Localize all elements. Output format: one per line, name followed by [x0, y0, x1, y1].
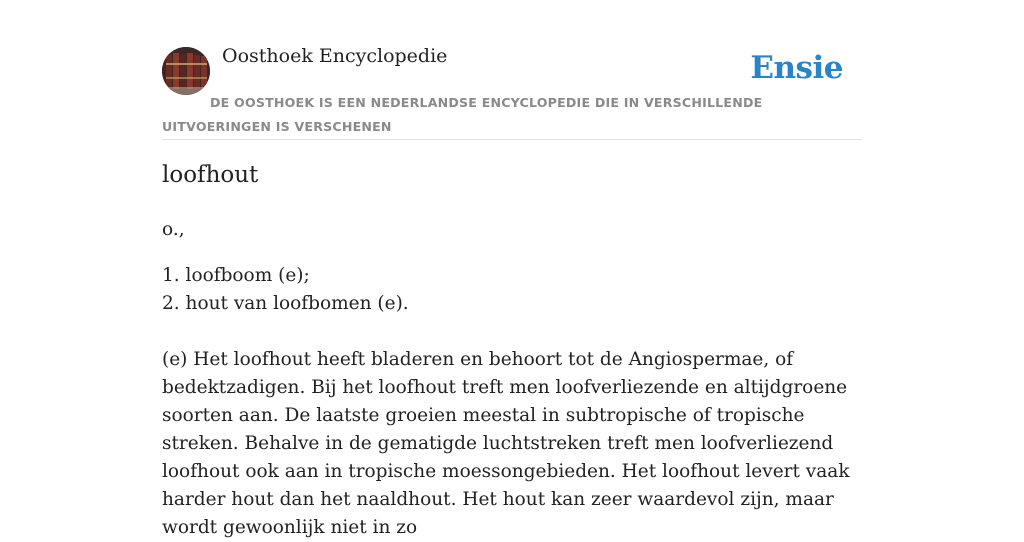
entry-sense-2: 2. hout van loofbomen (e). [162, 293, 409, 314]
entry-grammar: o., [162, 219, 185, 240]
encyclopedia-books-icon[interactable] [162, 47, 210, 95]
page-container [162, 0, 862, 538]
entry-paragraph: (e) Het loofhout heeft bladeren en behoort tot de Angiospermae, of bedektzadigen. Bij het loofhout treft men loofverliezende en altijdgroene soorten aan. De laatste groeien meestal in subtropische of tropische streken. Behalve in de gematigde luchtstreken treft men loofverliezend loofhout ook aan in tropische moessongebieden. Het loofhout levert vaak harder hout dan het naaldhout. Het hout kan zeer waardevol zijn, maar wordt gewoonlijk niet in zo [162, 349, 850, 538]
entry-sense-1: 1. loofboom (e); [162, 265, 310, 286]
site-subtitle: DE OOSTHOEK IS EEN NEDERLANDSE ENCYCLOPEDIE DIE IN VERSCHILLENDE UITVOERINGEN IS VERSCHENEN [162, 95, 763, 134]
entry-body [162, 216, 862, 542]
entry-title: loofhout [162, 162, 259, 188]
brand-logo-link[interactable]: Ensie [750, 50, 843, 86]
site-title-link[interactable]: Oosthoek Encyclopedie [222, 45, 448, 67]
site-header [162, 0, 862, 140]
spacer [162, 318, 862, 346]
